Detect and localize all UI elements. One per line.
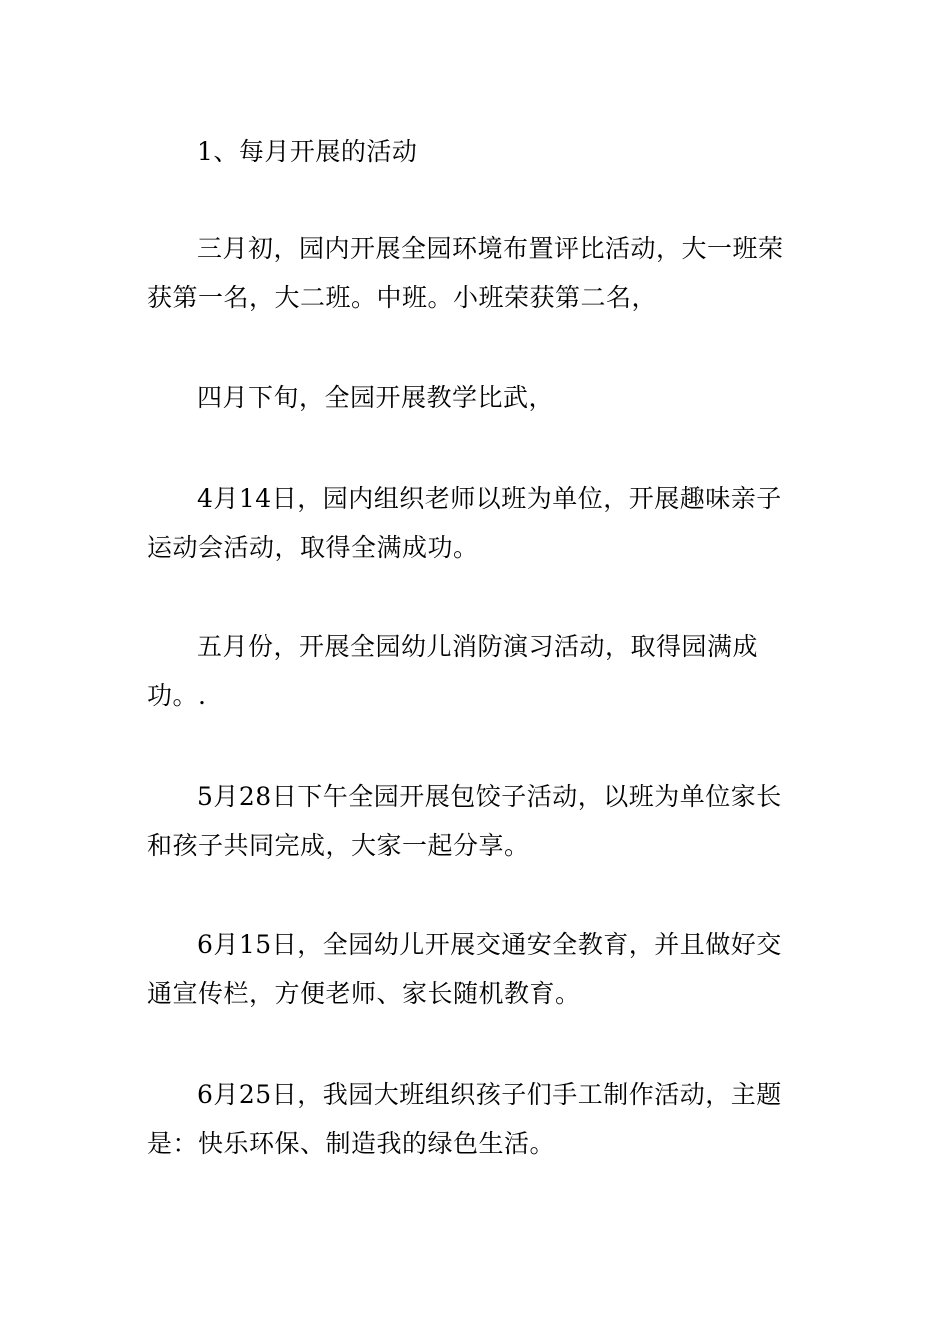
paragraph-march: 三月初，园内开展全园环境布置评比活动，大一班荣获第一名，大二班。中班。小班荣获第二名， [147,234,784,312]
paragraph-april-14: 4月14日，园内组织老师以班为单位，开展趣味亲子运动会活动，取得全满成功。 [147,484,782,562]
section-heading: 1、每月开展的活动 [197,137,418,166]
paragraph-june-25: 6月25日，我园大班组织孩子们手工制作活动，主题是：快乐环保、制造我的绿色生活。 [147,1080,782,1158]
paragraph-april-late: 四月下旬，全园开展教学比武， [197,383,555,412]
paragraph-may: 五月份，开展全园幼儿消防演习活动，取得园满成功。. [147,632,759,710]
paragraph-may-28: 5月28日下午全园开展包饺子活动，以班为单位家长和孩子共同完成，大家一起分享。 [147,782,782,860]
paragraph-june-15: 6月15日，全园幼儿开展交通安全教育，并且做好交通宣传栏，方便老师、家长随机教育。 [147,930,782,1008]
